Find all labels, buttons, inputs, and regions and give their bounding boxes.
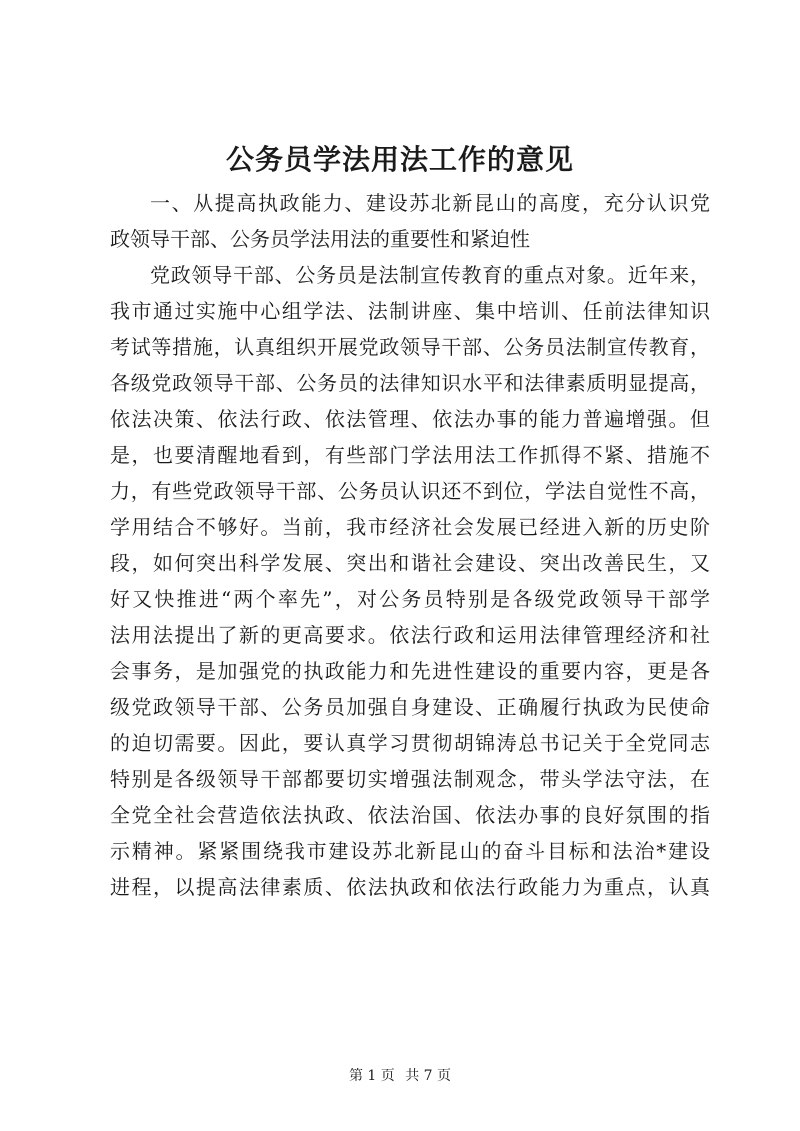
page-total: 共 7 页 [405, 1068, 452, 1084]
paragraph-line: 依法决策、依法行政、依法管理、依法办事的能力普遍增强。但 [110, 407, 710, 431]
page-footer [0, 1066, 800, 1086]
paragraph-line: 好又快推进“两个率先”，对公务员特别是各级党政领导干部学 [110, 587, 710, 611]
paragraph-line: 特别是各级领导干部都要切实增强法制观念，带头学法守法，在 [110, 767, 710, 791]
paragraph-line: 力，有些党政领导干部、公务员认识还不到位，学法自觉性不高， [110, 479, 710, 503]
document-title: 公务员学法用法工作的意见 [225, 143, 574, 176]
heading-line: 一、从提高执政能力、建设苏北新昆山的高度，充分认识党 [150, 191, 710, 215]
paragraph-line: 段，如何突出科学发展、突出和谐社会建设、突出改善民生，又 [110, 551, 710, 575]
paragraph-line: 进程，以提高法律素质、依法执政和依法行政能力为重点，认真 [110, 875, 710, 899]
heading-line: 政领导干部、公务员学法用法的重要性和紧迫性 [110, 227, 530, 251]
page-number: 第 1 页 [348, 1068, 395, 1084]
paragraph-line: 示精神。紧紧围绕我市建设苏北新昆山的奋斗目标和法治*建设 [110, 839, 710, 863]
paragraph-line: 是，也要清醒地看到，有些部门学法用法工作抓得不紧、措施不 [110, 443, 710, 467]
paragraph-line: 会事务，是加强党的执政能力和先进性建设的重要内容，更是各 [110, 659, 710, 683]
paragraph-line: 学用结合不够好。当前，我市经济社会发展已经进入新的历史阶 [110, 515, 710, 539]
paragraph-line: 级党政领导干部、公务员加强自身建设、正确履行执政为民使命 [110, 695, 710, 719]
paragraph-line: 法用法提出了新的更高要求。依法行政和运用法律管理经济和社 [110, 623, 710, 647]
paragraph-line: 考试等措施，认真组织开展党政领导干部、公务员法制宣传教育， [110, 335, 710, 359]
paragraph-line: 的迫切需要。因此，要认真学习贯彻胡锦涛总书记关于全党同志 [110, 731, 710, 755]
paragraph-line: 我市通过实施中心组学法、法制讲座、集中培训、任前法律知识 [110, 299, 710, 323]
paragraph-line: 全党全社会营造依法执政、依法治国、依法办事的良好氛围的指 [110, 803, 710, 827]
document-body [110, 185, 710, 905]
paragraph-line: 各级党政领导干部、公务员的法律知识水平和法律素质明显提高， [110, 371, 710, 395]
paragraph-line: 党政领导干部、公务员是法制宣传教育的重点对象。近年来， [150, 263, 710, 287]
